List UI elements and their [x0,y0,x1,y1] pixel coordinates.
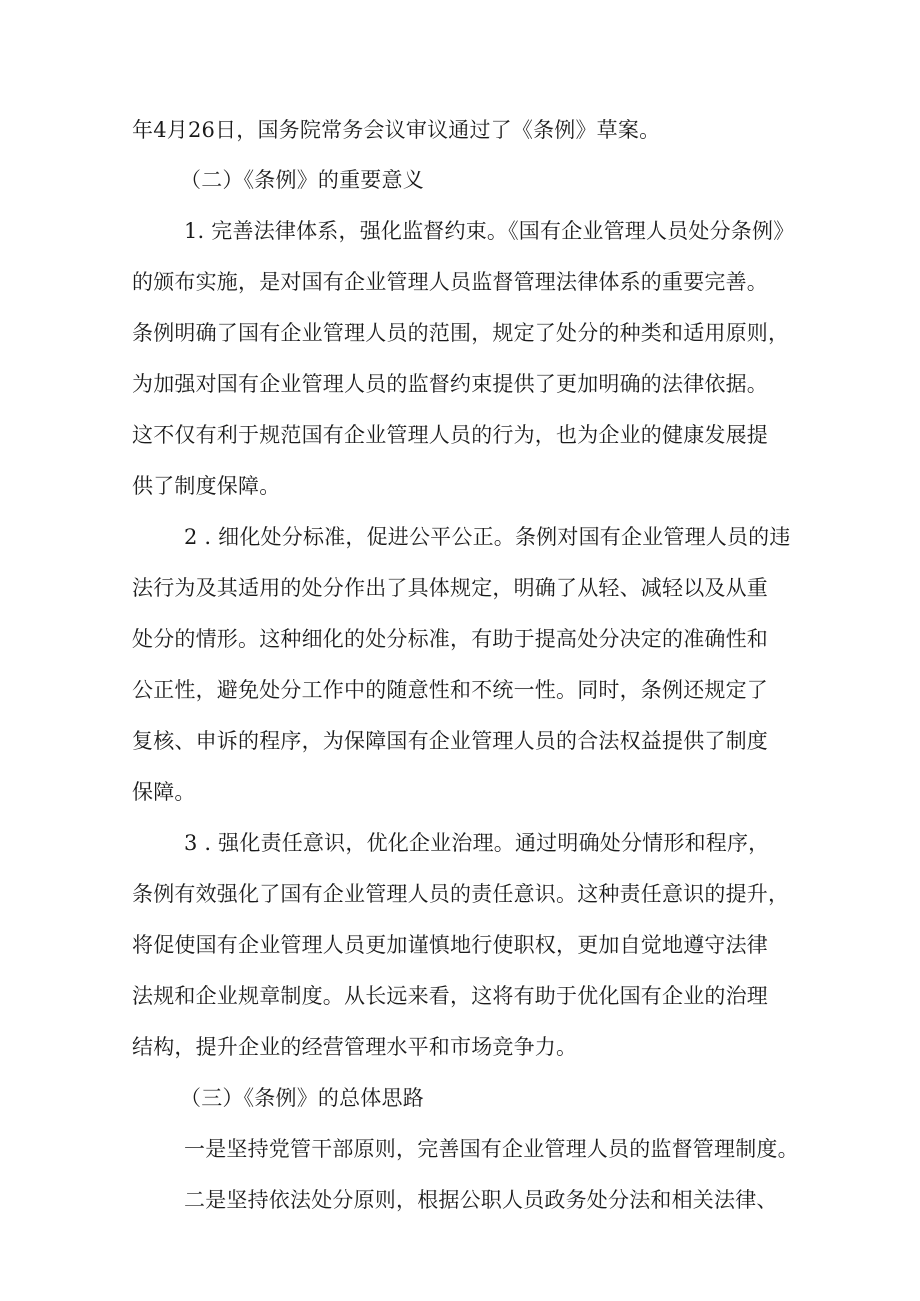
text-line: 为加强对国有企业管理人员的监督约束提供了更加明确的法律依据。 [132,372,768,396]
text-line: 处分的情形。这种细化的处分标准，有助于提高处分决定的准确性和 [132,627,768,651]
text-line: 年4月26日，国务院常务会议审议通过了《条例》草案。 [132,118,661,142]
text-line: 复核、申诉的程序，为保障国有企业管理人员的合法权益提供了制度 [132,729,768,753]
text-line: 一是坚持党管干部原则，完善国有企业管理人员的监督管理制度。 [184,1137,799,1161]
text-line: 结构，提升企业的经营管理水平和市场竞争力。 [132,1035,578,1059]
text-line: 3 . 强化责任意识，优化企业治理。通过明确处分情形和程序， [184,831,770,855]
text-line: 条例有效强化了国有企业管理人员的责任意识。这种责任意识的提升， [132,882,790,906]
text-line: 的颁布实施，是对国有企业管理人员监督管理法律体系的重要完善。 [132,270,768,294]
text-line: 将促使国有企业管理人员更加谨慎地行使职权，更加自觉地遵守法律 [132,933,768,957]
text-line: 1. 完善法律体系，强化监督约束。《国有企业管理人员处分条例》 [184,219,795,243]
section-heading: （二）《条例》的重要意义 [180,168,424,192]
text-line: 法行为及其适用的处分作出了具体规定，明确了从轻、减轻以及从重 [132,576,768,600]
text-line: 供了制度保障。 [132,474,281,498]
text-line: 保障。 [132,780,196,804]
text-line: 这不仅有利于规范国有企业管理人员的行为，也为企业的健康发展提 [132,423,768,447]
text-line: 条例明确了国有企业管理人员的范围，规定了处分的种类和适用原则， [132,321,790,345]
text-line: 公正性，避免处分工作中的随意性和不统一性。同时，条例还规定了 [132,678,768,702]
text-line: 二是坚持依法处分原则，根据公职人员政务处分法和相关法律、 [184,1188,778,1212]
text-line: 2 . 细化处分标准，促进公平公正。条例对国有企业管理人员的违 [184,525,791,549]
text-line: 法规和企业规章制度。从长远来看，这将有助于优化国有企业的治理 [132,984,768,1008]
section-heading: （三）《条例》的总体思路 [180,1086,424,1110]
